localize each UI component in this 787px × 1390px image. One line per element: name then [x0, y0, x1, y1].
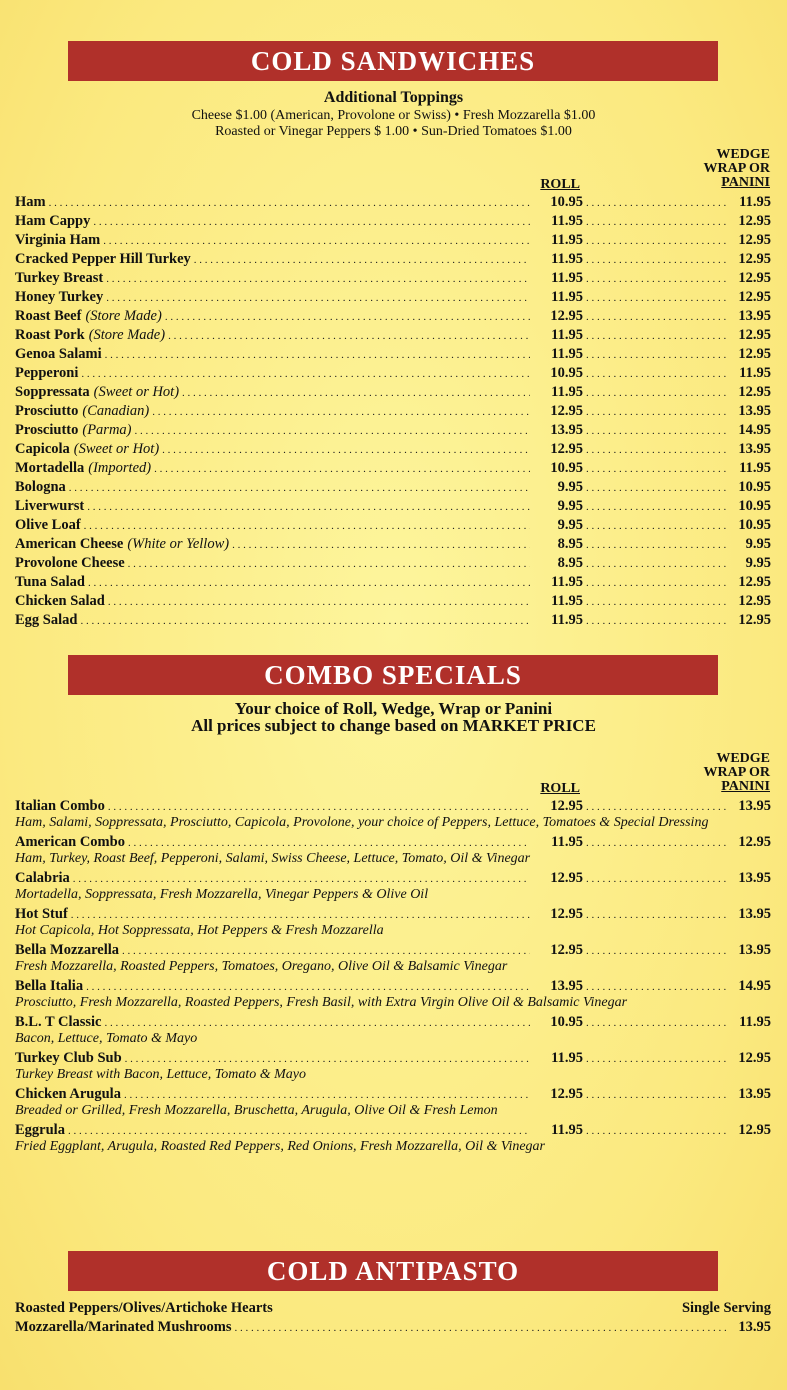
wedge-price: 12.95 — [738, 289, 771, 305]
roll-price: 11.95 — [551, 1122, 583, 1138]
item-name: Ham — [15, 194, 46, 210]
item-note: (Store Made) — [88, 327, 166, 343]
roll-price: 12.95 — [550, 906, 583, 922]
item-description: Fried Eggplant, Arugula, Roasted Red Peppers, Red Onions, Fresh Mozzarella, Oil & Vinegar — [15, 1139, 545, 1154]
leader-dots — [586, 1014, 726, 1032]
item-name: Mortadella — [15, 460, 85, 476]
wedge-price: 13.95 — [738, 308, 771, 324]
item-name: Honey Turkey — [15, 289, 104, 305]
leader-dots — [152, 403, 530, 421]
menu-row — [15, 535, 771, 554]
roll-price: 11.95 — [551, 1050, 583, 1066]
roll-price: 12.95 — [550, 798, 583, 814]
menu-row — [15, 440, 771, 459]
leader-dots — [586, 593, 726, 611]
toppings-title: Additional Toppings — [323, 89, 464, 106]
leader-dots — [586, 213, 726, 231]
leader-dots — [586, 422, 726, 440]
leader-dots — [586, 346, 726, 364]
wedge-price: 12.95 — [738, 346, 771, 362]
combo-item — [15, 1085, 771, 1118]
wedge-price: 10.95 — [738, 498, 771, 514]
combo-item — [15, 797, 771, 830]
antipasto-price: 13.95 — [738, 1319, 771, 1335]
leader-dots — [154, 460, 530, 478]
menu-row — [15, 905, 771, 924]
item-description: Prosciutto, Fresh Mozzarella, Roasted Peppers, Fresh Basil, with Extra Virgin Olive Oil & Balsamic Vinegar — [15, 995, 628, 1010]
roll-price: 10.95 — [550, 460, 583, 476]
roll-price: 8.95 — [557, 536, 583, 552]
item-note: (Store Made) — [85, 308, 162, 324]
leader-dots — [586, 517, 726, 535]
leader-dots — [586, 1086, 726, 1104]
roll-price: 11.95 — [551, 251, 583, 267]
combo-item — [15, 869, 771, 902]
menu-row — [15, 269, 771, 288]
leader-dots — [586, 536, 726, 554]
cold-sandwiches-banner: COLD SANDWICHES — [68, 41, 718, 81]
cold-antipasto-banner: COLD ANTIPASTO — [68, 1251, 718, 1291]
item-name: Ham Cappy — [15, 213, 91, 229]
roll-price: 9.95 — [557, 479, 583, 495]
wedge-price: 12.95 — [738, 574, 771, 590]
wedge-price: 13.95 — [738, 441, 771, 457]
wedge-price: 13.95 — [738, 1086, 771, 1102]
menu-row — [15, 459, 771, 478]
item-description: Mortadella, Soppressata, Fresh Mozzarella, Vinegar Peppers & Olive Oil — [15, 887, 429, 902]
item-name: Prosciutto — [15, 422, 79, 438]
menu-row — [15, 1049, 771, 1068]
roll-price: 13.95 — [550, 978, 583, 994]
wedge-price: 12.95 — [738, 834, 771, 850]
menu-row — [15, 1085, 771, 1104]
wedge-price: 11.95 — [739, 1014, 771, 1030]
menu-row — [15, 1013, 771, 1032]
antipasto-line-2: Mozzarella/Marinated Mushrooms — [15, 1319, 232, 1335]
combo-item — [15, 1013, 771, 1046]
leader-dots — [88, 574, 530, 592]
item-description: Bacon, Lettuce, Tomato & Mayo — [15, 1031, 198, 1046]
item-note: (Sweet or Hot) — [73, 441, 160, 457]
menu-row — [15, 573, 771, 592]
item-description: Ham, Salami, Soppressata, Prosciutto, Capicola, Provolone, your choice of Peppers, Lettuce, Tomatoes & Special Dressing — [15, 815, 709, 830]
item-name: Virginia Ham — [15, 232, 101, 248]
menu-row — [15, 1121, 771, 1140]
leader-dots — [586, 270, 726, 288]
menu-row — [15, 516, 771, 535]
item-name: B.L. T Classic — [15, 1014, 102, 1030]
cold-col-roll: ROLL — [540, 177, 580, 192]
roll-price: 11.95 — [551, 834, 583, 850]
leader-dots — [128, 834, 530, 852]
wedge-price: 12.95 — [738, 593, 771, 609]
menu-row — [15, 326, 771, 345]
leader-dots — [586, 798, 726, 816]
roll-price: 10.95 — [550, 365, 583, 381]
menu-row — [15, 797, 771, 816]
item-name: Liverwurst — [15, 498, 85, 514]
leader-dots — [162, 441, 530, 459]
wedge-price: 12.95 — [738, 1050, 771, 1066]
cold-sandwiches-list — [15, 193, 771, 630]
item-name: Chicken Arugula — [15, 1086, 121, 1102]
item-name: Roast Pork — [15, 327, 85, 343]
menu-row — [15, 869, 771, 888]
menu-row — [15, 554, 771, 573]
item-description: Fresh Mozzarella, Roasted Peppers, Tomatoes, Oregano, Olive Oil & Balsamic Vinegar — [15, 959, 508, 974]
leader-dots — [80, 612, 530, 630]
roll-price: 9.95 — [557, 517, 583, 533]
menu-row — [15, 193, 771, 212]
combo-specials-list — [15, 797, 771, 1157]
menu-row — [15, 364, 771, 383]
leader-dots — [586, 403, 726, 421]
wedge-price: 12.95 — [738, 384, 771, 400]
roll-price: 13.95 — [550, 422, 583, 438]
menu-row — [15, 478, 771, 497]
wedge-price: 14.95 — [738, 978, 771, 994]
item-name: Turkey Breast — [15, 270, 104, 286]
combo-specials-banner: COMBO SPECIALS — [68, 655, 718, 695]
wedge-price: 14.95 — [738, 422, 771, 438]
item-name: Egg Salad — [15, 612, 78, 628]
leader-dots — [124, 1086, 530, 1104]
leader-dots — [586, 612, 726, 630]
roll-price: 11.95 — [551, 384, 583, 400]
roll-price: 12.95 — [550, 870, 583, 886]
wedge-price: 13.95 — [738, 942, 771, 958]
leader-dots — [105, 1014, 531, 1032]
leader-dots — [182, 384, 530, 402]
wedge-price: 10.95 — [738, 517, 771, 533]
leader-dots — [586, 870, 726, 888]
antipasto-col-label: Single Serving — [681, 1300, 771, 1316]
leader-dots — [81, 365, 530, 383]
wedge-price: 13.95 — [738, 906, 771, 922]
roll-price: 11.95 — [551, 346, 583, 362]
menu-row — [15, 288, 771, 307]
menu-row — [15, 345, 771, 364]
item-name: Provolone Cheese — [15, 555, 125, 571]
leader-dots — [86, 978, 530, 996]
item-name: Roast Beef — [15, 308, 82, 324]
toppings-line-2: Roasted or Vinegar Peppers $ 1.00 • Sun-Dried Tomatoes $1.00 — [215, 124, 572, 139]
roll-price: 11.95 — [551, 213, 583, 229]
item-name: Calabria — [15, 870, 70, 886]
roll-price: 11.95 — [551, 289, 583, 305]
item-name: Italian Combo — [15, 798, 105, 814]
combo-sub-2: All prices subject to change based on MARKET PRICE — [191, 716, 596, 735]
toppings-line-1: Cheese $1.00 (American, Provolone or Swiss) • Fresh Mozzarella $1.00 — [191, 108, 596, 123]
leader-dots — [73, 870, 530, 888]
leader-dots — [165, 308, 530, 326]
menu-row — [15, 421, 771, 440]
wedge-price: 12.95 — [738, 1122, 771, 1138]
item-name: Tuna Salad — [15, 574, 86, 590]
roll-price: 10.95 — [550, 194, 583, 210]
leader-dots — [586, 834, 726, 852]
menu-row — [15, 977, 771, 996]
wedge-price: 12.95 — [738, 327, 771, 343]
wedge-price: 11.95 — [739, 365, 771, 381]
leader-dots — [586, 365, 726, 383]
roll-price: 11.95 — [551, 593, 583, 609]
wedge-price: 9.95 — [745, 555, 771, 571]
item-description: Turkey Breast with Bacon, Lettuce, Tomato & Mayo — [15, 1067, 306, 1082]
roll-price: 11.95 — [551, 574, 583, 590]
leader-dots — [122, 942, 530, 960]
item-name: Bologna — [15, 479, 66, 495]
leader-dots — [586, 327, 726, 345]
roll-price: 9.95 — [557, 498, 583, 514]
leader-dots — [586, 1050, 726, 1068]
leader-dots — [105, 346, 530, 364]
item-name: American Cheese — [15, 536, 124, 552]
leader-dots — [586, 498, 726, 516]
item-name: Bella Mozzarella — [15, 942, 120, 958]
combo-col-wedge: WEDGE WRAP OR PANINI — [703, 751, 770, 794]
item-name: Turkey Club Sub — [15, 1050, 122, 1066]
item-name: Hot Stuf — [15, 906, 68, 922]
roll-price: 10.95 — [550, 1014, 583, 1030]
leader-dots — [108, 593, 530, 611]
leader-dots — [586, 289, 726, 307]
item-name: Soppressata — [15, 384, 90, 400]
leader-dots — [586, 479, 726, 497]
combo-item — [15, 1049, 771, 1082]
antipasto-row — [15, 1318, 771, 1337]
leader-dots — [68, 1122, 530, 1140]
leader-dots — [586, 384, 726, 402]
item-note: (Parma) — [82, 422, 132, 438]
combo-col-roll: ROLL — [540, 781, 580, 796]
item-name: Bella Italia — [15, 978, 84, 994]
combo-item — [15, 977, 771, 1010]
roll-price: 12.95 — [550, 1086, 583, 1102]
wedge-price: 12.95 — [738, 270, 771, 286]
menu-row — [15, 611, 771, 630]
combo-sub-1: Your choice of Roll, Wedge, Wrap or Panini — [234, 699, 553, 718]
leader-dots — [106, 270, 530, 288]
leader-dots — [586, 251, 726, 269]
leader-dots — [106, 289, 530, 307]
menu-row — [15, 212, 771, 231]
leader-dots — [128, 555, 530, 573]
menu-row — [15, 592, 771, 611]
item-description: Breaded or Grilled, Fresh Mozzarella, Bruschetta, Arugula, Olive Oil & Fresh Lemon — [15, 1103, 498, 1118]
combo-item — [15, 1121, 771, 1154]
wedge-price: 13.95 — [738, 870, 771, 886]
wedge-price: 12.95 — [738, 232, 771, 248]
leader-dots — [168, 327, 530, 345]
leader-dots — [84, 517, 530, 535]
item-name: Genoa Salami — [15, 346, 102, 362]
roll-price: 11.95 — [551, 232, 583, 248]
item-name: Cracked Pepper Hill Turkey — [15, 251, 191, 267]
leader-dots — [194, 251, 530, 269]
wedge-price: 9.95 — [745, 536, 771, 552]
wedge-price: 12.95 — [738, 251, 771, 267]
menu-row — [15, 383, 771, 402]
wedge-price: 10.95 — [738, 479, 771, 495]
menu-row — [15, 497, 771, 516]
leader-dots — [586, 942, 726, 960]
menu-row — [15, 231, 771, 250]
cold-col-wedge: WEDGE WRAP OR PANINI — [703, 147, 770, 190]
roll-price: 12.95 — [550, 403, 583, 419]
item-description: Hot Capicola, Hot Soppressata, Hot Peppers & Fresh Mozzarella — [15, 923, 384, 938]
wedge-price: 13.95 — [738, 798, 771, 814]
item-name: Chicken Salad — [15, 593, 105, 609]
combo-item — [15, 905, 771, 938]
wedge-price: 11.95 — [739, 460, 771, 476]
combo-item — [15, 833, 771, 866]
item-description: Ham, Turkey, Roast Beef, Pepperoni, Salami, Swiss Cheese, Lettuce, Tomato, Oil & Vinegar — [15, 851, 531, 866]
leader-dots — [235, 1319, 726, 1337]
leader-dots — [586, 574, 726, 592]
leader-dots — [586, 194, 726, 212]
item-name: Eggrula — [15, 1122, 65, 1138]
roll-price: 8.95 — [557, 555, 583, 571]
leader-dots — [586, 555, 726, 573]
leader-dots — [586, 460, 726, 478]
leader-dots — [586, 441, 726, 459]
menu-row — [15, 941, 771, 960]
menu-row — [15, 307, 771, 326]
roll-price: 11.95 — [551, 612, 583, 628]
roll-price: 12.95 — [550, 308, 583, 324]
wedge-price: 11.95 — [739, 194, 771, 210]
menu-row — [15, 402, 771, 421]
roll-price: 12.95 — [550, 441, 583, 457]
item-name: American Combo — [15, 834, 125, 850]
leader-dots — [71, 906, 530, 924]
roll-price: 12.95 — [550, 942, 583, 958]
leader-dots — [586, 906, 726, 924]
item-name: Prosciutto — [15, 403, 79, 419]
wedge-price: 12.95 — [738, 612, 771, 628]
leader-dots — [586, 978, 726, 996]
leader-dots — [103, 232, 530, 250]
leader-dots — [108, 798, 530, 816]
item-note: (Canadian) — [82, 403, 150, 419]
antipasto-line-1: Roasted Peppers/Olives/Artichoke Hearts — [15, 1300, 273, 1316]
roll-price: 11.95 — [551, 270, 583, 286]
menu-row — [15, 250, 771, 269]
leader-dots — [49, 194, 530, 212]
leader-dots — [93, 213, 530, 231]
item-name: Capicola — [15, 441, 70, 457]
leader-dots — [69, 479, 530, 497]
leader-dots — [87, 498, 530, 516]
item-note: (Imported) — [88, 460, 152, 476]
leader-dots — [135, 422, 530, 440]
leader-dots — [586, 232, 726, 250]
item-name: Olive Loaf — [15, 517, 81, 533]
item-note: (White or Yellow) — [127, 536, 230, 552]
leader-dots — [232, 536, 530, 554]
item-name: Pepperoni — [15, 365, 79, 381]
leader-dots — [586, 308, 726, 326]
menu-row — [15, 833, 771, 852]
wedge-price: 13.95 — [738, 403, 771, 419]
wedge-price: 12.95 — [738, 213, 771, 229]
antipasto-block — [15, 1299, 771, 1337]
roll-price: 11.95 — [551, 327, 583, 343]
leader-dots — [125, 1050, 530, 1068]
item-note: (Sweet or Hot) — [93, 384, 180, 400]
leader-dots — [586, 1122, 726, 1140]
combo-item — [15, 941, 771, 974]
